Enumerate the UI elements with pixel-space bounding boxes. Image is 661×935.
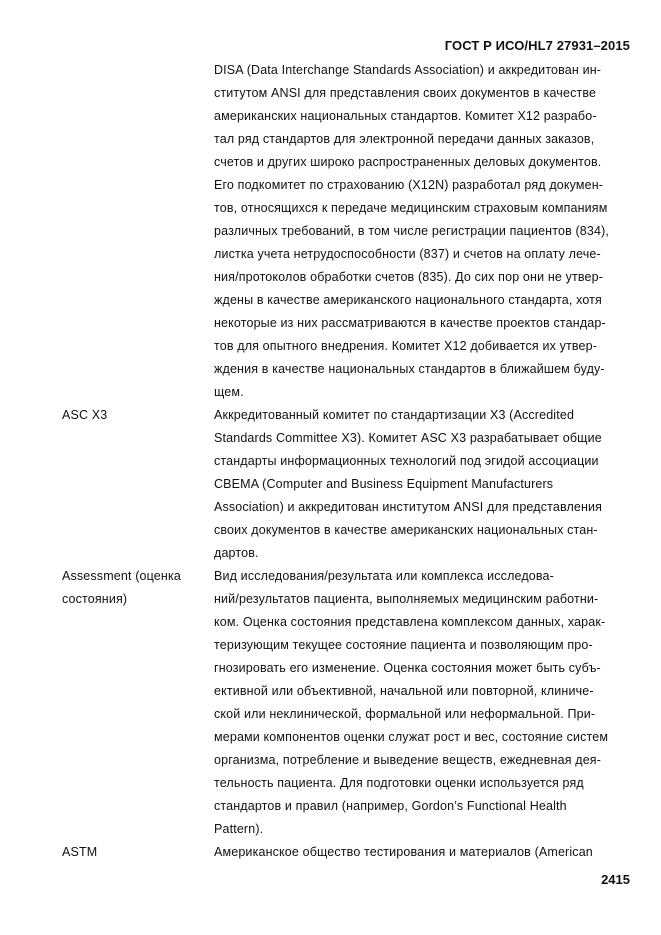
definition-line: стандарты информационных технологий под эгидой ассоциации bbox=[214, 454, 599, 468]
definition-line: ждены в качестве американского национального стандарта, хотя bbox=[214, 293, 602, 307]
glossary-definition bbox=[214, 841, 629, 864]
definition-line: стандартов и правил (например, Gordon’s Functional Health bbox=[214, 799, 567, 813]
definition-line: ком. Оценка состояния представлена комплексом данных, харак- bbox=[214, 615, 606, 629]
definition-line: ститутом ANSI для представления своих документов в качестве bbox=[214, 86, 597, 100]
document-header-standard-id: ГОСТ Р ИСО/HL7 27931–2015 bbox=[444, 38, 630, 53]
definition-line: листка учета нетрудоспособности (837) и счетов на оплату лече- bbox=[214, 247, 601, 261]
definition-line: CBEMA (Computer and Business Equipment Manufacturers bbox=[214, 477, 554, 491]
definition-line: Его подкомитет по страхованию (X12N) разработал ряд докумен- bbox=[214, 178, 604, 192]
glossary-term-line: Assessment (оценка bbox=[62, 569, 181, 583]
definition-line: Pattern). bbox=[214, 822, 264, 836]
definition-line: различных требований, в том числе регистрации пациентов (834), bbox=[214, 224, 610, 238]
definition-line: американских национальных стандартов. Комитет X12 разрабо- bbox=[214, 109, 597, 123]
definition-line: щем. bbox=[214, 385, 244, 399]
glossary-entry bbox=[0, 841, 661, 864]
definition-line: Американское общество тестирования и материалов (American bbox=[214, 845, 593, 859]
definition-line: ждения в качестве национальных стандартов в ближайшем буду- bbox=[214, 362, 605, 376]
definition-line: Standards Committee X3). Комитет ASC X3 разрабатывает общие bbox=[214, 431, 602, 445]
glossary-term bbox=[0, 404, 214, 565]
glossary-definition bbox=[214, 565, 629, 841]
definition-line: тал ряд стандартов для электронной передачи данных заказов, bbox=[214, 132, 595, 146]
glossary-term bbox=[0, 59, 214, 404]
definition-line: счетов и других широко распространенных деловых документов. bbox=[214, 155, 602, 169]
definition-line: Вид исследования/результата или комплекса исследова- bbox=[214, 569, 554, 583]
glossary-entry bbox=[0, 565, 661, 841]
definition-line: дартов. bbox=[214, 546, 259, 560]
definition-line: Аккредитованный комитет по стандартизации X3 (Accredited bbox=[214, 408, 575, 422]
definition-line: некоторые из них рассматриваются в качестве проектов стандар- bbox=[214, 316, 606, 330]
definition-line: своих документов в качестве американских национальных стан- bbox=[214, 523, 598, 537]
glossary-term bbox=[0, 841, 214, 864]
glossary-term bbox=[0, 565, 214, 841]
page-number: 2415 bbox=[601, 872, 630, 887]
definition-line: организма, потребление и выведение веществ, ежедневная дея- bbox=[214, 753, 602, 767]
glossary-term-line: ASTM bbox=[62, 845, 98, 859]
definition-line: ния/протоколов обработки счетов (835). До сих пор они не утвер- bbox=[214, 270, 604, 284]
glossary-definition bbox=[214, 404, 629, 565]
definition-line: теризующим текущее состояние пациента и позволяющим про- bbox=[214, 638, 593, 652]
glossary-term-line: ASC X3 bbox=[62, 408, 108, 422]
definition-line: гнозировать его изменение. Оценка состояния может быть субъ- bbox=[214, 661, 601, 675]
definition-line: тов, относящихся к передаче медицинским страховым компаниям bbox=[214, 201, 608, 215]
definition-line: DISA (Data Interchange Standards Association) и аккредитован ин- bbox=[214, 63, 602, 77]
definition-line: тов для опытного внедрения. Комитет X12 добивается их утвер- bbox=[214, 339, 598, 353]
glossary-entry bbox=[0, 59, 661, 404]
definition-line: ской или неклинической, формальной или неформальной. При- bbox=[214, 707, 596, 721]
definition-line: ний/результатов пациента, выполняемых медицинским работни- bbox=[214, 592, 599, 606]
definition-line: тельность пациента. Для подготовки оценки используется ряд bbox=[214, 776, 584, 790]
glossary-entry bbox=[0, 404, 661, 565]
glossary-entries bbox=[0, 59, 661, 864]
glossary-definition bbox=[214, 59, 629, 404]
definition-line: мерами компонентов оценки служат рост и вес, состояние систем bbox=[214, 730, 609, 744]
definition-line: ективной или объективной, начальной или повторной, клиниче- bbox=[214, 684, 594, 698]
glossary-term-line: состояния) bbox=[62, 592, 128, 606]
definition-line: Association) и аккредитован институтом ANSI для представления bbox=[214, 500, 603, 514]
